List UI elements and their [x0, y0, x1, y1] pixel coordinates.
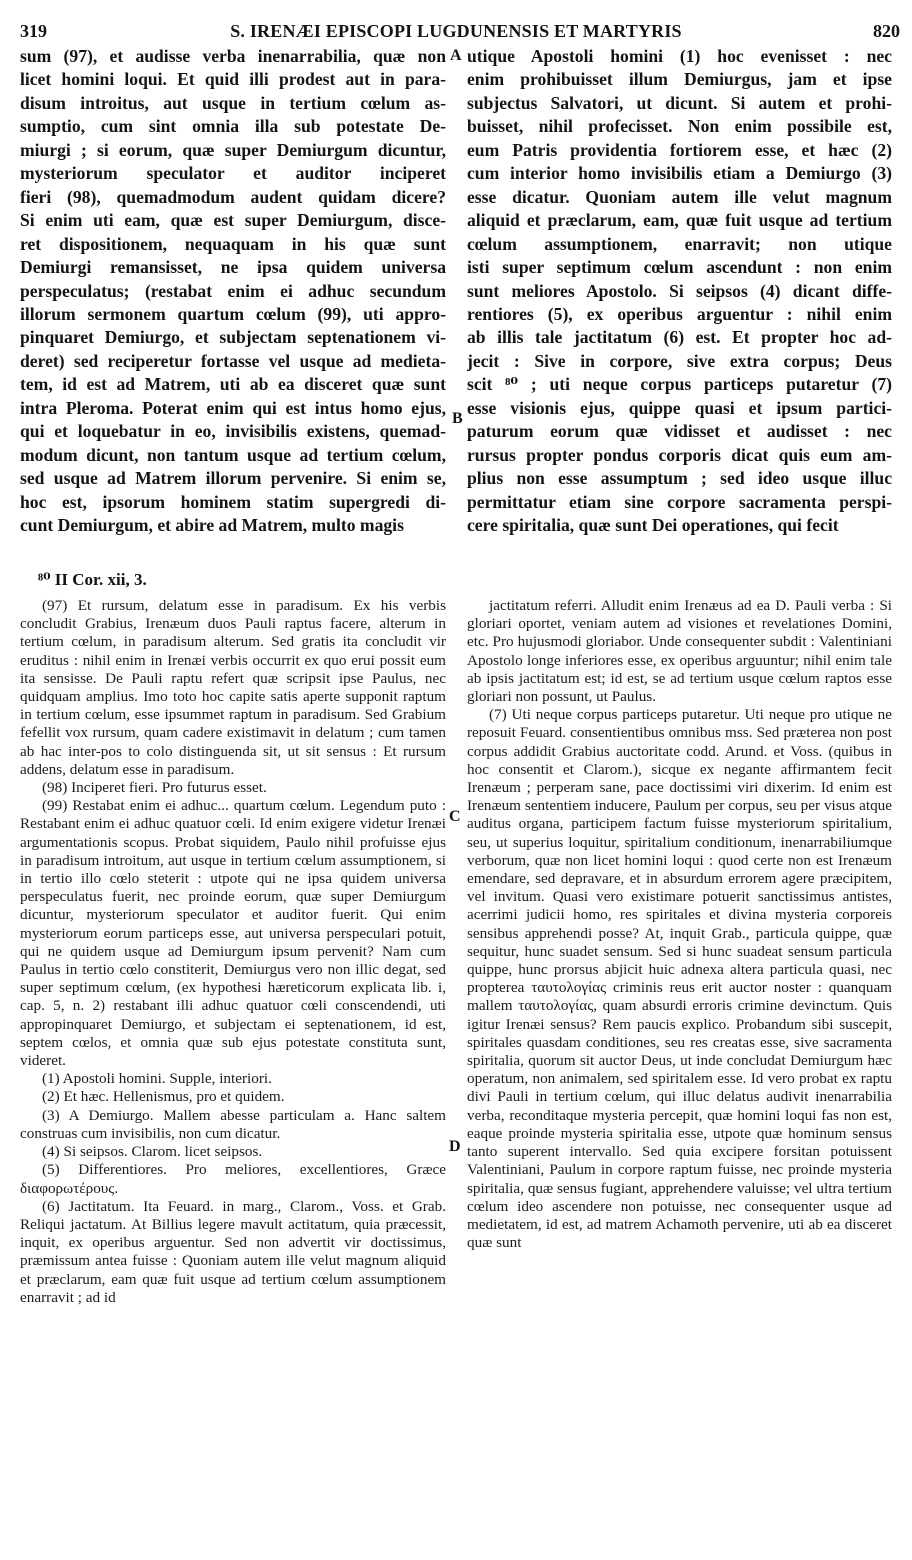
main-text-line: pinquaret Demiurgo, et subjectam septenationem vi-: [20, 327, 446, 348]
main-text-line: cunt Demiurgum, et abire ad Matrem, multo magis: [20, 515, 404, 536]
annotation-paragraph: (1) Apostoli homini. Supple, interiori.: [42, 1070, 272, 1088]
main-text-line: deret) sed reciperetur fortasse vel usque ad medieta-: [20, 350, 446, 371]
page-number-right: 820: [873, 21, 900, 41]
annotation-paragraph: (98) Inciperet fieri. Pro futurus esset.: [42, 779, 267, 797]
main-text-line: illorum sermonem quartum cœlum (99), uti appro-: [20, 303, 446, 324]
main-text-line: esse visionis ejus, quippe quasi et ipsum partici-: [467, 397, 892, 418]
annotation-paragraph: (99) Restabat enim ei adhuc... quartum cœlum. Legendum puto : Restabant enim ei adhuc quatuor cœli. Id enim exigere videtur Irenæi argumentationis scopus. Probat siquidem, Paulo nihil profuisse ejus in paradisum introitum, aut usque in tertium cœlum assumptionem, si in tertio illo cœlo steterit : utpote qui ne ipsa quidem universa perspeculatus fuerit, nec proinde eorum, quæ super Demiurgum dicuntur, mysteriorum speculator et auditor fuerit. Qui enim mysteriorum eorum particeps esse, aut universa perspeculari potuit, qui ne quidem usque ad Demiurgum ipsum pervenit? Nam cum Paulus in tertio cœlo constiterit, Demiurgus vero non illic degat, sed super septimum cœlum, (ex hypothesi hæreticorum explicata lib. i, cap. 5, n. 2) restabant illi adhuc quatuor cœli conscendendi, uti appropinquaret Demiurgo, et subjectam ei septenationem, id est, septem cœlos, et omnia quæ sub ejus potestate constituta sunt, videret.: [20, 797, 446, 1070]
main-text-left-column: [20, 45, 446, 538]
column-letter-b: B: [452, 410, 463, 427]
main-text-line: cœlum assumptionem, enarravit; non utique: [467, 233, 892, 254]
main-text-line: enim prohibuisset illum Demiurgus, jam et ipse: [467, 69, 892, 90]
main-text-line: sum (97), et audisse verba inenarrabilia, quæ non: [20, 46, 446, 66]
main-text-line: permittatur etiam sine corpore sacramenta perspi-: [467, 491, 892, 512]
running-title: S. IRENÆI EPISCOPI LUGDUNENSIS ET MARTYRIS: [230, 21, 682, 41]
notes-left-column: [20, 597, 446, 1307]
main-text-line: disum introitus, aut usque in tertium cœlum as-: [20, 92, 446, 113]
main-text-line: esse dicatur. Quoniam autem ille velut magnum: [467, 186, 892, 207]
main-text-line: rentiores (5), ex operibus arguentur : nihil enim: [467, 303, 892, 324]
main-text-line: ret dispositionem, nequaquam in his quæ sunt: [20, 233, 446, 254]
main-text-line: buisset, nihil profecisset. Non enim possibile est,: [467, 116, 892, 137]
annotation-paragraph: (3) A Demiurgo. Mallem abesse particulam a. Hanc saltem construas cum invisibilis, non cum dicatur.: [20, 1106, 446, 1142]
annotation-paragraph: (2) Et hæc. Hellenismus, pro et quidem.: [42, 1088, 285, 1106]
main-text-line: qui et loquebatur in eo, invisibilis existens, quemad-: [20, 421, 446, 442]
main-text-line: paturum eorum quæ vidisset et audisset : nec: [467, 421, 892, 442]
main-text-line: perspeculatus; (restabat enim ei adhuc secundum: [20, 280, 446, 301]
annotation-paragraph: (6) Jactitatum. Ita Feuard. in marg., Clarom., Voss. et Grab. Reliqui jactatum. At Billius legere mavult actitatum, quia præcessit, inquit, ex operibus arguentur. Sed non advertit vir doctissimus, præmissum antea fuisse : Quoniam autem ille velut magnum aliquid et præclarum, eam quæ fuit usque ad tertium cœlum assumptionem enarravit ; ad id: [20, 1197, 446, 1306]
annotation-paragraph: jactitatum referri. Alludit enim Irenæus ad ea D. Pauli verba : Si gloriari oportet, veniam autem ad visiones et revelationes Domini, etc. Pro hujusmodi gloriabor. Unde consequenter subdit : Valentiniani Apostolo longe inferiores esse, ex operibus arguuntur; nihil enim tale ab ipsis jactitatum est; id est, se ad tertium usque cœlum raptos esse gloriari non possunt, ut Paulus.: [467, 597, 892, 706]
main-text-line: intra Pleroma. Poterat enim qui est intus homo ejus,: [20, 397, 446, 418]
annotation-paragraph: (7) Uti neque corpus particeps putaretur. Uti neque pro utique ne reposuit Feuard. consentientibus omnibus mss. Sed præterea non post corpus addidit Grabius auctoritate codd. Arund. et Voss. (quibus in hoc consentit et Clarom.), sicque ex negante affirmantem fecit Irenæum ; perperam sane, pace doctissimi viri dixerim. Id enim est Irenæum sententiem inducere, Paulum per corpus, seu per visus atque auditus organa, participem factum fuisse mysteriorum spiritalium, seu, ut superius loquitur, spiritalium conditionum, inenarrabiliumque verborum, quæ non licet homini loqui : quod certe non est Irenæum emendare, sed depravare, et in absurdum errorem agere præcipitem, vel invitum. Quasi vero existimare potuerit sanctissimus antistes, acerrimi judicii homo, res spiritales et divina mysteria corporeis sensibus apprehendi posse? At, inquit Grab., particula quippe, quæ sequitur, hunc suadet sensum. Sed si hunc suadeat sensum particula quippe, hunc prorsus abjicit huic adnexa altera particula quasi, nec propterea ταυτολογίας criminis reus erit auctor noster : quanquam mallem ταυτολογίας, quam absurdi erroris crimine devinctum. Quis igitur Irenæi sensus? Rem paucis explico. Probandum sibi suscepit, spiritales quasdam conditiones, seu res creatas esse, sive sacramenta spiritalia, quorum sit auctor Deus, ut inde concludat Demiurgum hæc operatum, non animalem, sed spiritalem esse. Id vero probat ex raptu divi Pauli in tertium cœlum, qui illuc delatus audivit inenarrabilia verba, reconditaque mysteria percepit, quæ homini loqui fas non est, eaque proinde mysteria spiritalia esse, utpote quæ hominum sensus tanto superent intervallo. Sed quia excipere forsitan potuissent Valentiniani, Paulum in corpore raptum fuisse, nec proinde mysteria spiritalia, quæ sensus fugiant, apprehendere valuisse; vel ultra tertium cœlum ideo ascendere non potuisse, nec consequenter usque ad medietatem, id est, ad matrem Achamoth pervenire, uti ab ea disceret quæ sunt: [467, 706, 892, 1252]
main-text-line: cum interior homo invisibilis etiam a Demiurgo (3): [467, 163, 892, 184]
main-text-line: tem, id est ad Matrem, uti ab ea disceret quæ sunt: [20, 374, 446, 395]
column-letter-c: C: [449, 808, 461, 825]
main-text-line: eum Patris providentia fortiorem esse, et hæc (2): [467, 139, 892, 160]
main-text-line: isti super septimum cœlum ascendunt : non enim: [467, 257, 892, 278]
column-letter-d: D: [449, 1138, 461, 1155]
column-letter-a: A: [450, 47, 462, 64]
scripture-reference: ⁸⁰ II Cor. xii, 3.: [38, 570, 147, 589]
main-text-line: fieri (98), quemadmodum audent quidam dicere?: [20, 186, 446, 207]
main-text-line: plius non esse assumptum ; sed ideo usque illuc: [467, 468, 892, 489]
main-text-line: scit ⁸⁰ ; uti neque corpus particeps putaretur (7): [467, 374, 892, 395]
main-text-line: subjectus Salvatori, ut dicunt. Si autem et prohi-: [467, 92, 892, 113]
main-text-line: sunt meliores Apostolo. Si seipsos (4) dicant diffe-: [467, 280, 892, 301]
main-text-line: jecit : Sive in corpore, sive extra corpus; Deus: [467, 350, 892, 371]
main-text-line: rursus propter pondus corporis dicat quis eum am-: [467, 444, 892, 465]
main-text-line: sed usque ad Matrem illorum pervenire. Si enim se,: [20, 468, 446, 489]
main-text-line: sumptio, cum sint omnia illa sub potestate De-: [20, 116, 446, 137]
main-text-line: cere spiritalia, quæ sunt Dei operationes, qui fecit: [467, 515, 839, 536]
main-text-line: miurgi ; si eorum, quæ super Demiurgum dicuntur,: [20, 139, 446, 160]
main-text-line: licet homini loqui. Et quid illi prodest aut in para-: [20, 69, 446, 90]
notes-right-column: [467, 597, 892, 1252]
main-text-line: mysteriorum speculator et auditor inciperet: [20, 163, 446, 184]
main-text-line: modum dicunt, non tantum usque ad tertium cœlum,: [20, 444, 446, 465]
main-text-line: utique Apostoli homini (1) hoc evenisset : nec: [467, 46, 892, 66]
main-text-line: hoc est, ipsorum hominem statim supergredi di-: [20, 491, 446, 512]
annotation-paragraph: (97) Et rursum, delatum esse in paradisum. Ex his verbis concludit Grabius, Irenæum duos Pauli raptus facere, alterum in tertium cœlum, in paradisum alterum. Sed gratis ita concludit vir eruditus : nihil enim in Irenæi verbis occurrit ex quo erui possit eum ita sensisse. De Pauli raptu refert quæ scripsit ipse Paulus, nec quidquam amplius. Imo toto hoc capite satis aperte supponit raptum in tertium cœlum, esse ipsummet raptum in paradisum. Sed Grabium fefellit vox rursum, quam cadere existimavit in delatum ; cum tamen ab hac inter-pos to colo distinguenda sit, ut sit sensus : Et rursum addens, delatum esse in paradisum.: [20, 597, 446, 778]
main-text-right-column: [467, 45, 892, 538]
annotation-paragraph: (5) Differentiores. Pro meliores, excellentiores, Græce διαφορωτέρους.: [20, 1161, 446, 1197]
annotation-paragraph: (4) Si seipsos. Clarom. licet seipsos.: [42, 1143, 263, 1161]
main-text-line: aliquid et præclarum, eam, quæ fuit usque ad tertium: [467, 210, 892, 231]
page-number-left: 319: [20, 21, 47, 41]
main-text-line: Demiurgi remansisset, ne ipsa quidem universa: [20, 257, 446, 278]
main-text-line: ab illis tale jactitatum (6) est. Et propter hoc ad-: [467, 327, 892, 348]
main-text-line: Si enim uti eam, quæ est super Demiurgum, disce-: [20, 210, 446, 231]
